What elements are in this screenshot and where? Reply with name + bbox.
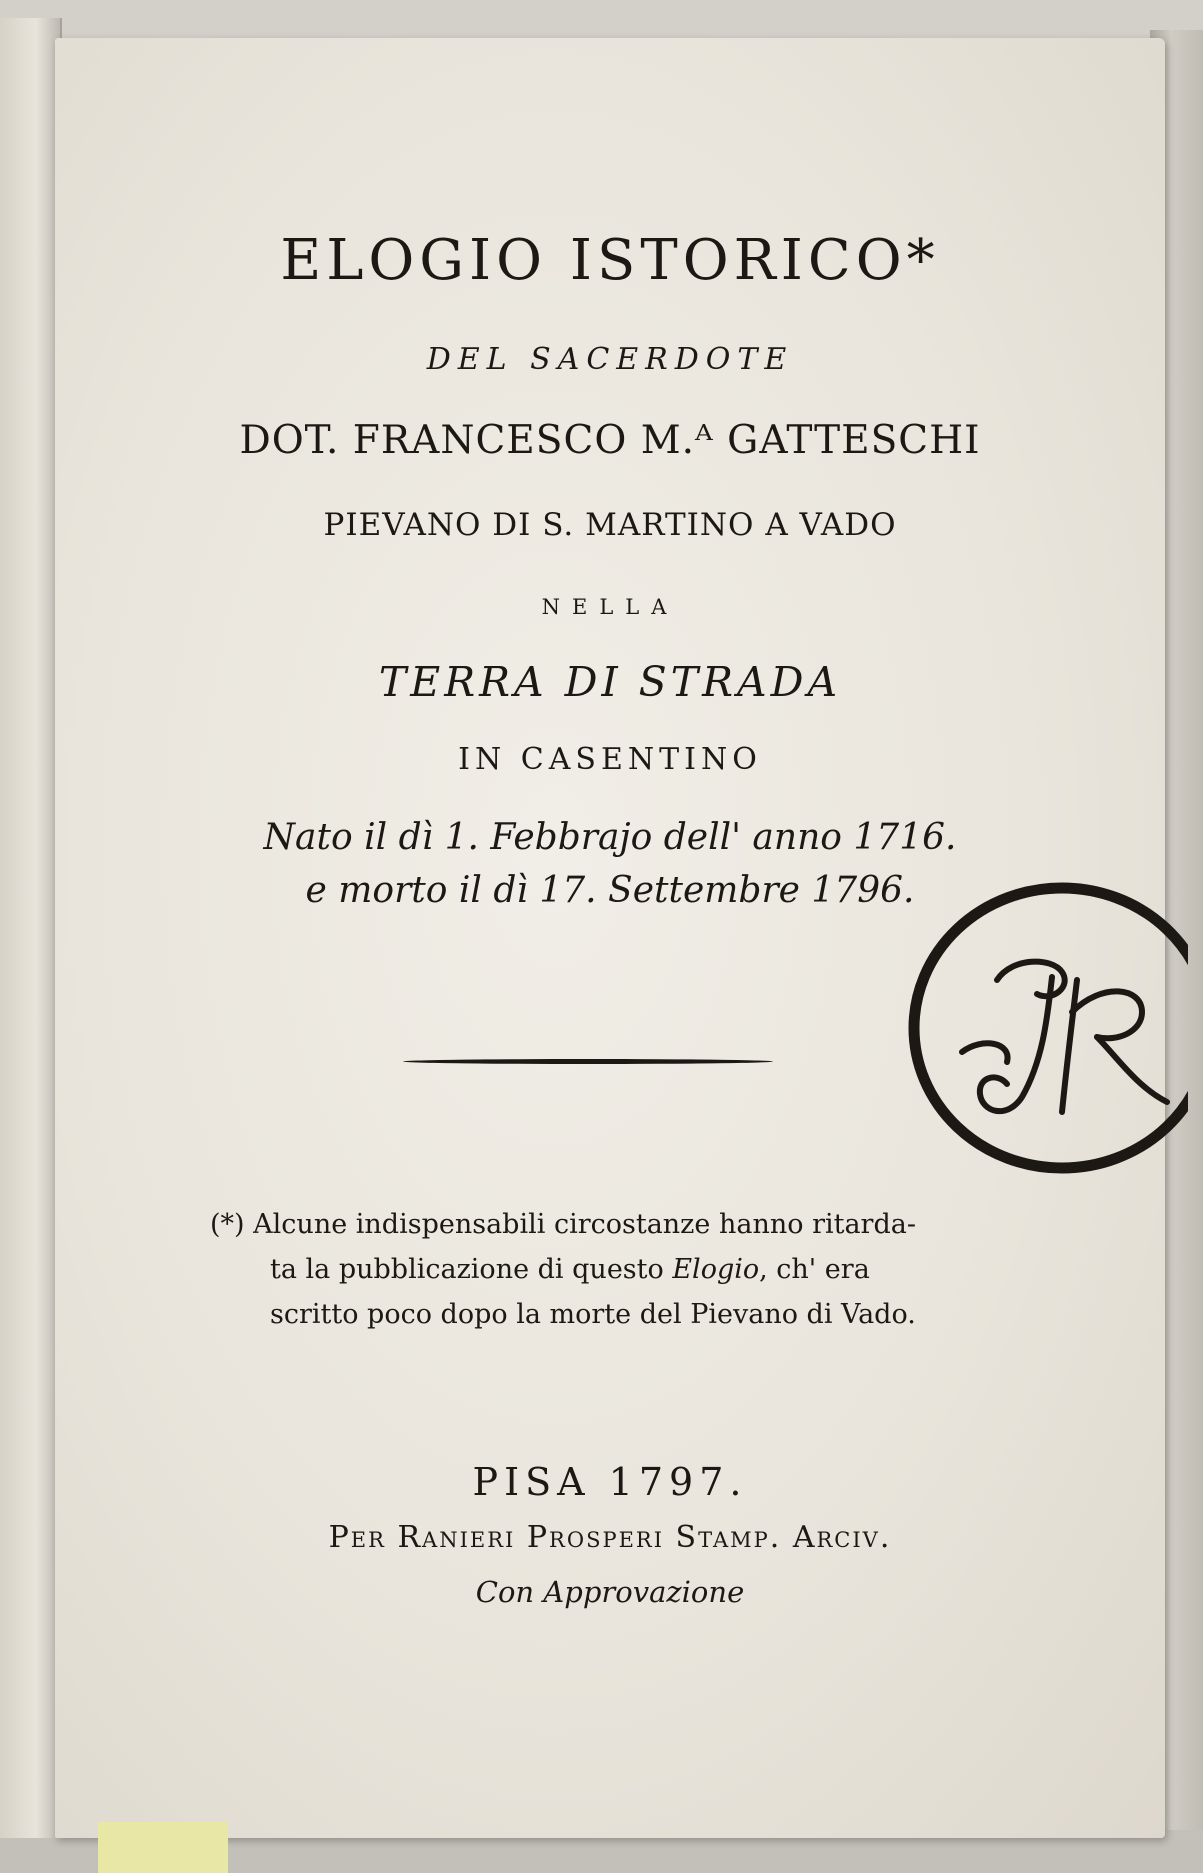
imprint-printer: Per Ranieri Prosperi Stamp. Arciv. bbox=[328, 1520, 892, 1555]
monogram-icon bbox=[962, 962, 1167, 1112]
left-page-edge bbox=[0, 18, 62, 1838]
footnote-emphasis: Elogio bbox=[672, 1254, 760, 1285]
birth-date-line: Nato il dì 1. Febbrajo dell' anno 1716. bbox=[263, 817, 957, 858]
book-title: ELOGIO ISTORICO* bbox=[280, 228, 940, 293]
footnote-line-3: scritto poco dopo la morte del Pievano di Vado. bbox=[270, 1299, 916, 1330]
stamp-ring bbox=[914, 888, 1188, 1168]
footnote-line-1: (*) Alcune indispensabili circostanze hanno ritarda- bbox=[210, 1209, 916, 1240]
title-line-pievano: PIEVANO DI S. MARTINO A VADO bbox=[323, 507, 897, 543]
imprint-place-year: PISA 1797. bbox=[472, 1460, 748, 1504]
footnote-line-2: ta la pubblicazione di questo Elogio, ch' era bbox=[270, 1254, 870, 1285]
imprint-approval: Con Approvazione bbox=[475, 1575, 745, 1609]
stamp-monogram-text: JR bbox=[1062, 1162, 1064, 1163]
title-line-sacerdote: DEL SACERDOTE bbox=[426, 342, 794, 377]
ornamental-rule bbox=[403, 1059, 773, 1064]
paper-tab bbox=[98, 1822, 228, 1873]
title-line-casentino: IN CASENTINO bbox=[458, 742, 762, 777]
footnote bbox=[210, 1202, 990, 1337]
title-line-nella: NELLA bbox=[541, 595, 679, 619]
ownership-stamp bbox=[902, 862, 1188, 1192]
title-line-name: DOT. FRANCESCO M.ᴬ GATTESCHI bbox=[239, 418, 981, 463]
footnote-marker: (*) bbox=[210, 1209, 245, 1240]
death-date-line: e morto il dì 17. Settembre 1796. bbox=[305, 870, 915, 911]
title-line-terra: TERRA DI STRADA bbox=[378, 658, 842, 706]
